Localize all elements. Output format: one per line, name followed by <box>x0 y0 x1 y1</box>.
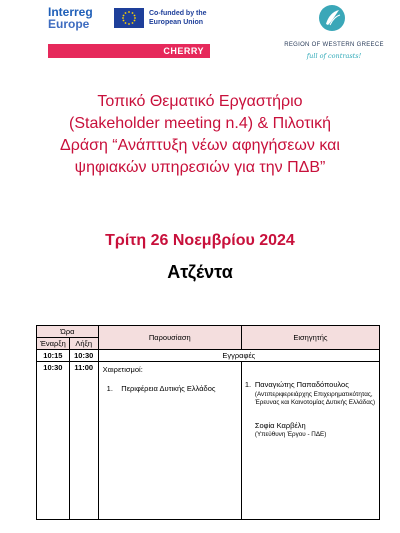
speaker-number: 1. <box>244 380 252 389</box>
presentation-cell <box>98 362 241 520</box>
greetings-heading: Χαιρετισμοί: <box>102 365 143 374</box>
title-line-4: ψηφιακών υπηρεσιών για την ΠΔΒ” <box>74 159 326 176</box>
region-name: REGION OF WESTERN GREECE <box>284 42 384 48</box>
speaker-cell <box>241 362 379 520</box>
title-line-1: Τοπικό Θεματικό Εργαστήριο <box>97 93 303 110</box>
list-item-text: Περιφέρεια Δυτικής Ελλάδος <box>121 384 216 393</box>
speaker-role: (Υπεύθυνη Έργου - ΠΔΕ) <box>254 431 327 438</box>
cherry-bar <box>48 44 210 58</box>
table-header-row <box>37 326 380 338</box>
cherry-label: CHERRY <box>163 46 204 56</box>
title-line-3: Δράση “Ανάπτυξη νέων αφηγήσεων και <box>60 137 340 154</box>
speaker-name: Παναγιώτης Παπαδόπουλος <box>254 380 349 389</box>
agenda-table <box>36 325 380 520</box>
header-speaker: Εισηγητής <box>241 326 379 350</box>
speaker-name: Σοφία Καρβέλη <box>254 421 306 430</box>
row-start-time: 10:15 <box>37 350 70 362</box>
event-date: Τρίτη 26 Νοεμβρίου 2024 <box>105 232 295 249</box>
table-row <box>37 350 380 362</box>
header-start: Έναρξη <box>37 338 70 350</box>
table-row <box>37 362 380 520</box>
header-end: Λήξη <box>69 338 98 350</box>
interreg-logo <box>48 6 93 30</box>
title-line-2: (Stakeholder meeting n.4) & Πιλοτική <box>69 115 331 132</box>
eu-cofunded-text: Co-funded by the European Union <box>149 10 207 26</box>
header-time: Ώρα <box>37 326 99 338</box>
event-title <box>24 91 376 179</box>
list-item-number: 1. <box>106 384 113 393</box>
speaker-entry <box>245 380 376 407</box>
europe-text: Europe <box>48 17 90 31</box>
interreg-text: Interreg <box>48 5 93 19</box>
registration-cell: Εγγραφές <box>98 350 379 362</box>
region-western-greece-logo <box>276 4 392 66</box>
region-slogan: full of contrasts! <box>306 52 362 60</box>
header-presentation: Παρουσίαση <box>98 326 241 350</box>
speaker-role: (Αντιπεριφερειάρχης Επιχειρηματικότητας, Έρευνας και Καινοτομίας Δυτικής Ελλάδας) <box>254 391 376 406</box>
interreg-cherry-logo <box>48 6 210 58</box>
row-start-time: 10:30 <box>37 362 70 520</box>
region-emblem-icon <box>318 4 346 32</box>
agenda-heading: Ατζέντα <box>167 262 233 282</box>
list-item <box>103 384 237 393</box>
eu-flag-icon <box>114 8 144 28</box>
row-end-time: 10:30 <box>69 350 98 362</box>
row-end-time: 11:00 <box>69 362 98 520</box>
